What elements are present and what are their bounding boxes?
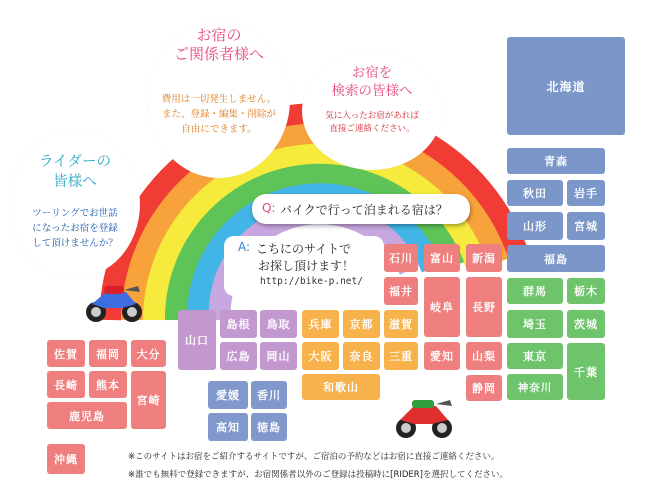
answer-line1: こちにのサイトで [256,242,352,256]
footnote-reservation: ※このサイトはお宿をご紹介するサイトですが、ご宿泊の予約などはお宿に直接ご連絡ください。 [128,452,500,462]
owner-body-line1: 費用は一切発生しません。 [161,94,277,105]
pref-fukui[interactable]: 福井 [384,277,418,305]
answer-prefix: A: [238,240,251,254]
pref-osaka[interactable]: 大阪 [302,342,339,370]
pref-shizuoka[interactable]: 静岡 [466,375,502,401]
question-prefix: Q: [262,201,276,215]
pref-hokkaido[interactable]: 北海道 [507,37,625,135]
pref-kochi[interactable]: 高知 [208,413,248,441]
site-url-link[interactable]: http://bike-p.net/ [260,276,363,287]
pref-saitama[interactable]: 埼玉 [507,310,563,338]
pref-tokushima[interactable]: 徳島 [251,413,287,441]
rider-bubble-title[interactable] [10,152,140,192]
pref-tokyo[interactable]: 東京 [507,343,563,369]
search-title-line1: お宿を [351,65,393,81]
search-bubble-title[interactable] [302,64,442,100]
pref-nagasaki[interactable]: 長崎 [47,371,85,398]
answer-line2: お探し頂けます！ [258,259,355,273]
pref-okayama[interactable]: 岡山 [260,342,297,370]
pref-yamagata[interactable]: 山形 [507,212,563,240]
pref-iwate[interactable]: 岩手 [567,180,605,206]
owner-bubble-title[interactable] [148,26,290,64]
rider-body-line1: ツーリングでお世話 [32,208,118,219]
owner-body-line3: 自由にできます。 [181,124,257,135]
question-text: バイクで行って泊まれる宿は？ [280,203,448,217]
search-body-line2: 直接ご連絡ください。 [329,124,415,134]
pref-nagano[interactable]: 長野 [466,277,502,337]
pref-aichi[interactable]: 愛知 [424,342,460,370]
pref-gifu[interactable]: 岐阜 [424,277,460,337]
pref-kumamoto[interactable]: 熊本 [89,371,127,398]
search-title-line2: 検索の皆様へ [331,83,413,99]
pref-hyogo[interactable]: 兵庫 [302,310,339,338]
pref-fukuoka[interactable]: 福岡 [89,340,127,367]
pref-miyagi[interactable]: 宮城 [567,212,605,240]
owner-title-line2: ご関係者様へ [173,45,264,63]
pref-gunma[interactable]: 群馬 [507,278,563,304]
pref-niigata[interactable]: 新潟 [466,244,502,272]
pref-ibaraki[interactable]: 茨城 [567,310,605,338]
owner-bubble-body [148,92,290,137]
rider-title-line1: ライダーの [38,154,112,170]
pref-kyoto[interactable]: 京都 [343,310,380,338]
rider-bubble-body [10,206,140,251]
owner-title-line1: お宿の [196,26,242,44]
rider-body-line3: して頂けませんか？ [32,238,118,249]
pref-yamaguchi[interactable]: 山口 [178,310,216,370]
pref-toyama[interactable]: 富山 [424,244,460,272]
pref-kanagawa[interactable]: 神奈川 [507,374,563,400]
motorbike-blue-icon [80,278,146,326]
pref-ehime[interactable]: 愛媛 [208,381,248,409]
pref-aomori[interactable]: 青森 [507,148,605,174]
pref-mie[interactable]: 三重 [384,342,418,370]
rider-body-line2: になったお宿を登録 [32,223,118,234]
pref-shimane[interactable]: 島根 [220,310,257,338]
pref-shiga[interactable]: 滋賀 [384,310,418,338]
search-bubble-body [302,110,442,136]
rider-title-line2: 皆様へ [53,174,97,190]
footnote-registration: ※誰でも無料で登録できますが、お宿関係者以外のご登録は投稿時に[RIDER]を選択してください。 [128,470,508,480]
pref-okinawa[interactable]: 沖縄 [47,444,85,474]
question-bar [252,194,470,224]
pref-kagawa[interactable]: 香川 [251,381,287,409]
owner-body-line2: また、登録・編集・削除が [161,109,276,120]
pref-saga[interactable]: 佐賀 [47,340,85,367]
pref-oita[interactable]: 大分 [131,340,166,367]
pref-chiba[interactable]: 千葉 [567,343,605,400]
pref-hiroshima[interactable]: 広島 [220,342,257,370]
pref-kagoshima[interactable]: 鹿児島 [47,402,127,429]
motorbike-red-icon [390,392,456,442]
answer-block [224,236,384,296]
pref-tochigi[interactable]: 栃木 [567,278,605,304]
pref-ishikawa[interactable]: 石川 [384,244,418,272]
pref-wakayama[interactable]: 和歌山 [302,374,380,400]
pref-akita[interactable]: 秋田 [507,180,563,206]
pref-yamanashi[interactable]: 山梨 [466,342,502,370]
pref-fukushima[interactable]: 福島 [507,245,605,272]
pref-tottori[interactable]: 鳥取 [260,310,297,338]
pref-miyazaki[interactable]: 宮崎 [131,371,166,429]
search-body-line1: 気に入ったお宿があれば [325,111,419,121]
pref-nara[interactable]: 奈良 [343,342,380,370]
